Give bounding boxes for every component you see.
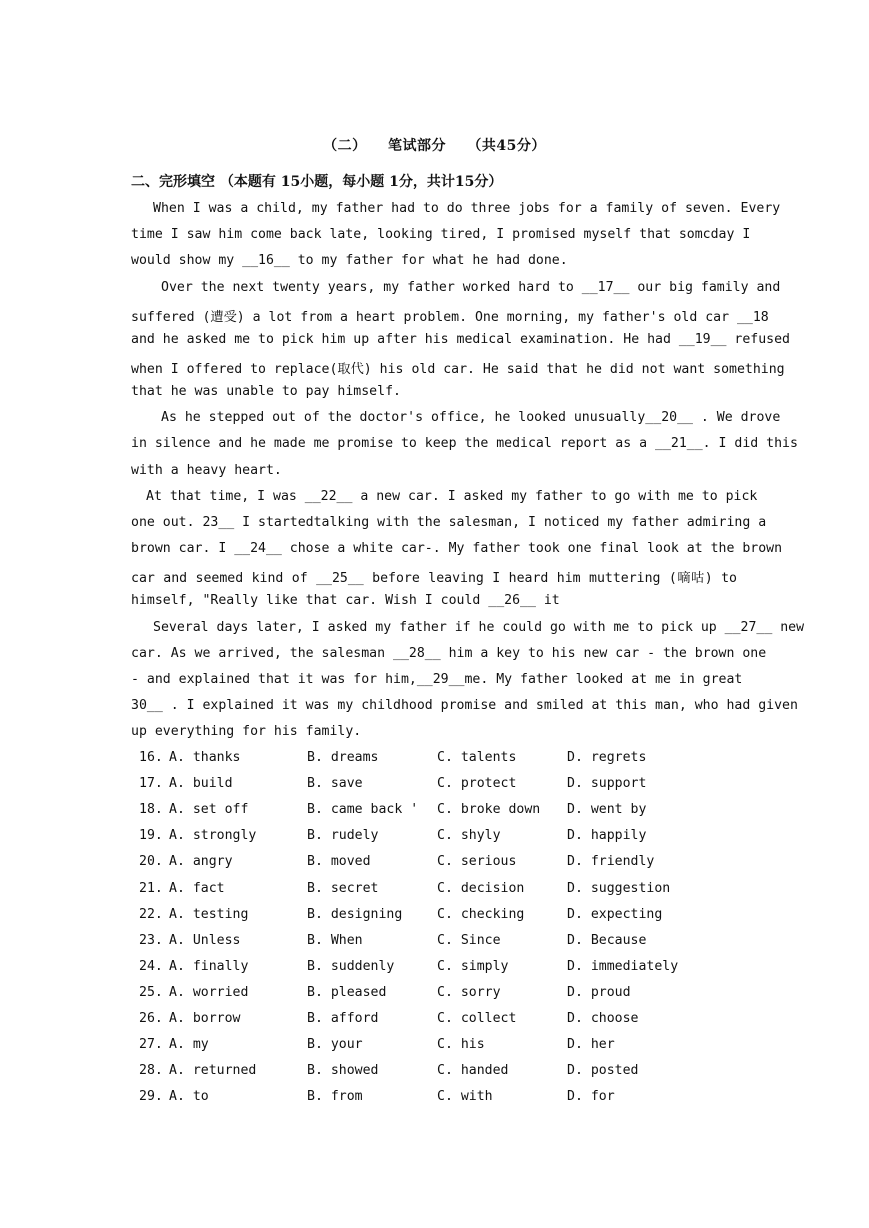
option-a: A. finally [169, 959, 249, 974]
option-b: B. from [307, 1089, 363, 1104]
option-a: A. Unless [169, 933, 241, 948]
option-d: D. Because [567, 933, 647, 948]
passage-line: when I offered to replace(取代) his old car. He said that he did not want something [131, 362, 785, 377]
option-a: A. build [169, 776, 233, 791]
question-number: 17. [139, 776, 163, 791]
passage-line: up everything for his family. [131, 724, 362, 739]
option-b: B. pleased [307, 985, 387, 1000]
question-number: 16. [139, 750, 163, 765]
passage-line: himself, "Really like that car. Wish I could __26__ it [131, 593, 560, 608]
part-title [0, 135, 869, 155]
option-b: B. rudely [307, 828, 379, 843]
passage-line: suffered (遭受) a lot from a heart problem. One morning, my father's old car __18 [131, 310, 769, 325]
option-a: A. angry [169, 854, 233, 869]
part-name: 笔试部分 [388, 138, 446, 154]
passage-line: At that time, I was __22__ a new car. I asked my father to go with me to pick [146, 489, 758, 504]
option-b: B. your [307, 1037, 363, 1052]
option-c: C. talents [437, 750, 517, 765]
passage-line: time I saw him come back late, looking tired, I promised myself that somcday I [131, 227, 751, 242]
question-number: 29. [139, 1089, 163, 1104]
option-c: C. serious [437, 854, 517, 869]
option-a: A. to [169, 1089, 209, 1104]
option-a: A. borrow [169, 1011, 241, 1026]
question-number: 20. [139, 854, 163, 869]
option-b: B. secret [307, 881, 379, 896]
question-number: 19. [139, 828, 163, 843]
option-a: A. strongly [169, 828, 257, 843]
option-d: D. went by [567, 802, 647, 817]
section-title: 二、完形填空 （本题有 15小题，每小题 1分，共计15分） [131, 174, 503, 190]
option-c: C. sorry [437, 985, 501, 1000]
option-d: D. expecting [567, 907, 663, 922]
option-b: B. moved [307, 854, 371, 869]
option-d: D. immediately [567, 959, 679, 974]
option-a: A. testing [169, 907, 249, 922]
option-c: C. simply [437, 959, 509, 974]
passage-line: with a heavy heart. [131, 463, 282, 478]
option-b: B. afford [307, 1011, 379, 1026]
passage-line: one out. 23__ I startedtalking with the salesman, I noticed my father admiring a [131, 515, 767, 530]
passage-line: car and seemed kind of __25__ before leaving I heard him muttering (嘀咕) to [131, 571, 737, 586]
option-d: D. posted [567, 1063, 639, 1078]
option-c: C. checking [437, 907, 525, 922]
option-d: D. proud [567, 985, 631, 1000]
option-d: D. suggestion [567, 881, 671, 896]
option-a: A. fact [169, 881, 225, 896]
part-score: （共45分） [467, 138, 546, 154]
option-c: C. broke down [437, 802, 541, 817]
question-number: 28. [139, 1063, 163, 1078]
option-c: C. Since [437, 933, 501, 948]
option-b: B. came back ' [307, 802, 419, 817]
passage-line: that he was unable to pay himself. [131, 384, 401, 399]
passage-line: and he asked me to pick him up after his medical examination. He had __19__ refused [131, 332, 790, 347]
option-d: D. support [567, 776, 647, 791]
option-a: A. thanks [169, 750, 241, 765]
question-number: 26. [139, 1011, 163, 1026]
question-number: 18. [139, 802, 163, 817]
question-number: 25. [139, 985, 163, 1000]
option-b: B. dreams [307, 750, 379, 765]
question-number: 22. [139, 907, 163, 922]
option-d: D. happily [567, 828, 647, 843]
option-a: A. returned [169, 1063, 257, 1078]
passage-line: As he stepped out of the doctor's office, he looked unusually__20__ . We drove [161, 410, 781, 425]
option-b: B. When [307, 933, 363, 948]
question-number: 24. [139, 959, 163, 974]
option-b: B. showed [307, 1063, 379, 1078]
passage-line: 30__ . I explained it was my childhood promise and smiled at this man, who had given [131, 698, 798, 713]
passage-line: Over the next twenty years, my father worked hard to __17__ our big family and [161, 280, 781, 295]
option-d: D. her [567, 1037, 615, 1052]
passage-line: car. As we arrived, the salesman __28__ him a key to his new car - the brown one [131, 646, 767, 661]
option-d: D. choose [567, 1011, 639, 1026]
passage-line: When I was a child, my father had to do three jobs for a family of seven. Every [153, 201, 781, 216]
option-c: C. his [437, 1037, 485, 1052]
option-d: D. regrets [567, 750, 647, 765]
option-c: C. collect [437, 1011, 517, 1026]
option-b: B. designing [307, 907, 403, 922]
option-d: D. friendly [567, 854, 655, 869]
option-b: B. save [307, 776, 363, 791]
question-number: 21. [139, 881, 163, 896]
option-b: B. suddenly [307, 959, 395, 974]
passage-line: brown car. I __24__ chose a white car-. My father took one final look at the brown [131, 541, 783, 556]
question-number: 23. [139, 933, 163, 948]
option-a: A. worried [169, 985, 249, 1000]
passage-line: would show my __16__ to my father for what he had done. [131, 253, 568, 268]
option-c: C. shyly [437, 828, 501, 843]
option-c: C. decision [437, 881, 525, 896]
passage-line: - and explained that it was for him,__29__me. My father looked at me in great [131, 672, 743, 687]
question-number: 27. [139, 1037, 163, 1052]
option-a: A. my [169, 1037, 209, 1052]
option-c: C. with [437, 1089, 493, 1104]
option-c: C. handed [437, 1063, 509, 1078]
option-c: C. protect [437, 776, 517, 791]
passage-line: Several days later, I asked my father if he could go with me to pick up __27__ new [153, 620, 805, 635]
part-number: （二） [323, 138, 367, 154]
option-a: A. set off [169, 802, 249, 817]
option-d: D. for [567, 1089, 615, 1104]
passage-line: in silence and he made me promise to keep the medical report as a __21__. I did this [131, 436, 798, 451]
